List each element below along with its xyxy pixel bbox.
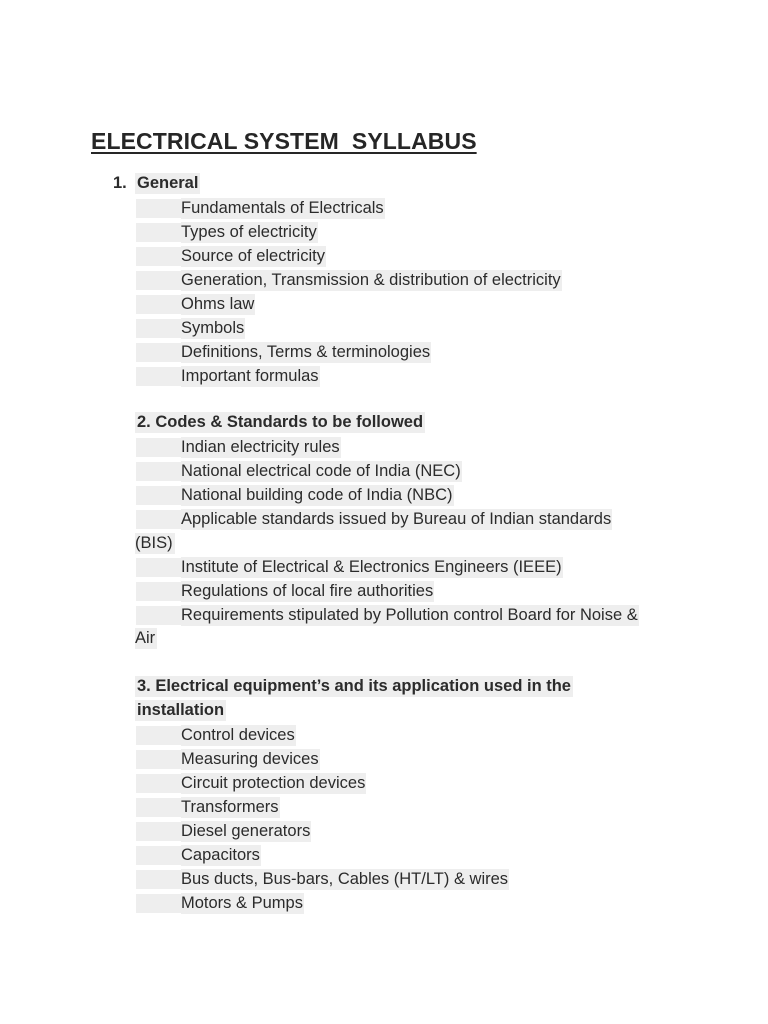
list-item: Institute of Electrical & Electronics Engineers (IEEE) bbox=[136, 557, 563, 578]
list-item: Control devices bbox=[136, 725, 296, 746]
list-item: Applicable standards issued by Bureau of Indian standards bbox=[136, 509, 612, 530]
list-item: Fundamentals of Electricals bbox=[136, 198, 385, 219]
section-1-number: 1. bbox=[113, 174, 127, 192]
list-item: Types of electricity bbox=[136, 222, 318, 243]
list-item-continuation: Air bbox=[135, 629, 156, 647]
list-item: Symbols bbox=[136, 318, 245, 339]
section-2-heading: 2. Codes & Standards to be followed bbox=[137, 413, 424, 431]
list-item: Ohms law bbox=[136, 294, 255, 315]
list-item: Requirements stipulated by Pollution control Board for Noise & bbox=[136, 605, 639, 626]
list-item: Motors & Pumps bbox=[136, 893, 304, 914]
list-item: Measuring devices bbox=[136, 749, 320, 770]
list-item: National building code of India (NBC) bbox=[136, 485, 454, 506]
list-item: Diesel generators bbox=[136, 821, 311, 842]
section-1-heading: General bbox=[137, 174, 199, 192]
list-item: Indian electricity rules bbox=[136, 437, 341, 458]
list-item-continuation: (BIS) bbox=[135, 534, 173, 552]
list-item: Important formulas bbox=[136, 366, 320, 387]
section-3-heading-line-1: 3. Electrical equipment’s and its application used in the bbox=[137, 677, 571, 695]
list-item: Regulations of local fire authorities bbox=[136, 581, 434, 602]
list-item: Capacitors bbox=[136, 845, 261, 866]
list-item: Source of electricity bbox=[136, 246, 326, 267]
list-item: National electrical code of India (NEC) bbox=[136, 461, 462, 482]
document-title: ELECTRICAL SYSTEM SYLLABUS bbox=[91, 128, 477, 154]
list-item: Generation, Transmission & distribution of electricity bbox=[136, 270, 562, 291]
list-item: Definitions, Terms & terminologies bbox=[136, 342, 431, 363]
section-3-heading-line-2: installation bbox=[137, 701, 225, 719]
list-item: Bus ducts, Bus-bars, Cables (HT/LT) & wires bbox=[136, 869, 509, 890]
list-item: Circuit protection devices bbox=[136, 773, 366, 794]
list-item: Transformers bbox=[136, 797, 280, 818]
